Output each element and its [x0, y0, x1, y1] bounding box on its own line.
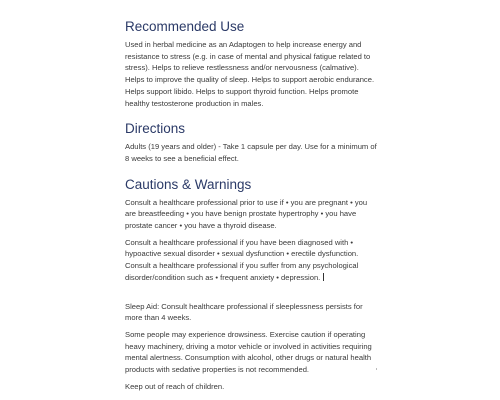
directions-text: Adults (19 years and older) - Take 1 capsule per day. Use for a minimum of 8 weeks to see a beneficial effect.	[125, 142, 377, 163]
product-info-document	[125, 18, 377, 397]
cautions-paragraph-children: Keep out of reach of children.	[125, 381, 225, 391]
blank-line	[125, 289, 377, 301]
directions-heading: Directions	[125, 121, 186, 137]
recommended-use-text: Used in herbal medicine as an Adaptogen to help increase energy and resistance to stress (e.g. in case of mental and physical fatigue related to stress). Helps to relieve restlessness and/or nervousness (calmative). Helps to improve the quality of sleep. Helps to support aerobic endurance. Helps support libido. Helps to support thyroid function. Helps promote healthy testosterone production in males.	[125, 40, 375, 108]
cautions-paragraph-drowsiness: Some people may experience drowsiness. Exercise caution if operating heavy machinery, driving a motor vehicle or involved in activities requiring mental alertness. Consumption with alcohol, other drugs or natural health products with sedative properties is not recommended.	[125, 329, 372, 375]
text-cursor	[323, 273, 324, 281]
cautions-heading: Cautions & Warnings	[125, 176, 252, 192]
cautions-paragraph-prior-use: Consult a healthcare professional prior to use if • you are pregnant • you are breastfeeding • you have benign prostate hypertrophy • you have prostate cancer • you have a thyroid disease.	[125, 197, 368, 231]
cautions-paragraph-diagnosed[interactable]	[125, 237, 377, 284]
cautions-paragraph-sleep-aid: Sleep Aid: Consult healthcare professional if sleeplessness persists for more than 4 weeks.	[125, 301, 363, 323]
cautions-diagnosed-text: Consult a healthcare professional if you have been diagnosed with • hypoactive sexual disorder • sexual dysfunction • erectile dysfunction. Consult a healthcare professional if you suffer from any psychological disorder/condition such as • frequent anxiety • depression.	[125, 237, 359, 282]
stray-mark	[376, 368, 377, 370]
recommended-use-heading: Recommended Use	[125, 19, 245, 34]
